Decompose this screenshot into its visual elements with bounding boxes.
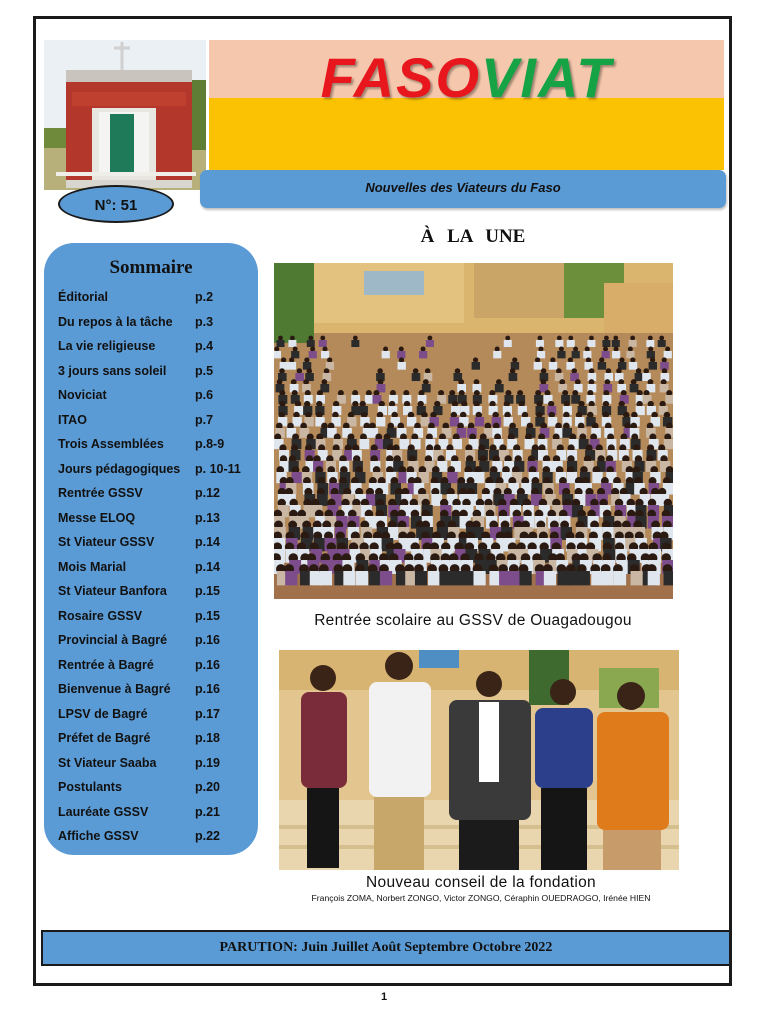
issue-number: N°: 51 xyxy=(58,185,174,223)
toc-item-page: p.15 xyxy=(195,584,221,598)
photo2-caption: Nouveau conseil de la fondation xyxy=(366,874,596,891)
magazine-logo xyxy=(209,42,724,114)
photo2-names: François ZOMA, Norbert ZONGO, Victor ZONGO, Céraphin OUEDRAOGO, Irénée HIEN xyxy=(311,893,651,903)
toc-item[interactable] xyxy=(58,558,253,583)
toc-item[interactable] xyxy=(58,337,253,362)
toc-item[interactable] xyxy=(58,386,253,411)
toc-item[interactable] xyxy=(58,460,253,485)
toc-item-page: p.19 xyxy=(195,755,221,770)
logo-faso: FASO xyxy=(320,46,482,109)
toc-item-title: Messe ELOQ xyxy=(58,510,136,525)
toc-item-title: Trois Assemblées xyxy=(58,437,164,451)
toc-item-page: p. 10-11 xyxy=(195,461,241,476)
toc-item-title: ITAO xyxy=(58,412,87,427)
toc-item-title: St Viateur Saaba xyxy=(58,755,157,770)
toc-item[interactable] xyxy=(58,509,253,534)
toc-item[interactable] xyxy=(58,435,253,460)
headline: À LA UNE xyxy=(420,226,526,247)
toc-item[interactable] xyxy=(58,411,253,436)
subtitle-bar xyxy=(200,170,726,208)
school-assembly-photo xyxy=(274,263,673,599)
toc-item-page: p.8-9 xyxy=(195,437,225,451)
toc-item[interactable] xyxy=(58,582,253,607)
toc-item-title: Du repos à la tâche xyxy=(58,314,173,329)
logo-viat: VIAT xyxy=(481,46,613,109)
toc-item-title: Mois Marial xyxy=(58,559,127,574)
toc-item-title: 3 jours sans soleil xyxy=(58,363,167,378)
toc-item-page: p.4 xyxy=(195,339,214,353)
toc-item[interactable] xyxy=(58,705,253,730)
toc-item[interactable] xyxy=(58,803,253,828)
toc-item-title: St Viateur Banfora xyxy=(58,584,167,598)
toc-item-page: p.7 xyxy=(195,412,214,427)
toc-item-page: p.15 xyxy=(195,608,221,623)
toc-item[interactable] xyxy=(58,729,253,754)
toc-item-title: St Viateur GSSV xyxy=(58,535,155,549)
toc-item-title: Rentrée GSSV xyxy=(58,486,143,500)
toc-item-title: LPSV de Bagré xyxy=(58,706,148,721)
toc-item-page: p.20 xyxy=(195,780,221,794)
toc-item-page: p.14 xyxy=(195,535,221,549)
toc-item[interactable] xyxy=(58,680,253,705)
toc-item[interactable] xyxy=(58,827,253,852)
magazine-subtitle: Nouvelles des Viateurs du Faso xyxy=(365,180,561,195)
toc-item-page: p.5 xyxy=(195,363,214,378)
toc-item[interactable] xyxy=(58,288,253,313)
toc-item[interactable] xyxy=(58,778,253,803)
toc-item[interactable] xyxy=(58,533,253,558)
toc-item[interactable] xyxy=(58,607,253,632)
toc-item[interactable] xyxy=(58,754,253,779)
council-group-photo xyxy=(279,650,679,870)
toc-item-page: p.3 xyxy=(195,314,214,329)
toc-item-title: Éditorial xyxy=(58,290,109,304)
parution-banner: PARUTION: Juin Juillet Août Septembre Octobre 2022 xyxy=(41,930,731,966)
toc-item-page: p.2 xyxy=(195,290,214,304)
toc-item-title: Lauréate GSSV xyxy=(58,804,149,819)
toc-item-page: p.21 xyxy=(195,804,221,819)
toc-item-page: p.17 xyxy=(195,706,221,721)
toc-item-page: p.22 xyxy=(195,829,221,843)
toc-item[interactable] xyxy=(58,631,253,656)
toc-item-title: Provincial à Bagré xyxy=(58,633,168,647)
toc-item-page: p.18 xyxy=(195,731,221,745)
toc-item-page: p.16 xyxy=(195,633,221,647)
toc-item-title: Rosaire GSSV xyxy=(58,608,143,623)
chapel-photo xyxy=(44,40,206,190)
toc-item-page: p.14 xyxy=(195,559,221,574)
toc-item-title: Noviciat xyxy=(58,388,107,402)
toc-list xyxy=(58,288,253,852)
table-of-contents xyxy=(44,243,258,855)
toc-item-page: p.16 xyxy=(195,682,221,696)
toc-item[interactable] xyxy=(58,313,253,338)
toc-title: Sommaire xyxy=(109,257,193,278)
toc-item[interactable] xyxy=(58,484,253,509)
toc-item-title: Préfet de Bagré xyxy=(58,731,151,745)
toc-item-title: Bienvenue à Bagré xyxy=(58,682,171,696)
toc-item-title: La vie religieuse xyxy=(58,339,156,353)
toc-item-title: Rentrée à Bagré xyxy=(58,657,154,672)
toc-item[interactable] xyxy=(58,656,253,681)
toc-item[interactable] xyxy=(58,362,253,387)
toc-item-page: p.6 xyxy=(195,388,214,402)
toc-item-title: Postulants xyxy=(58,780,122,794)
toc-item-page: p.16 xyxy=(195,657,221,672)
photo1-caption: Rentrée scolaire au GSSV de Ouagadougou xyxy=(314,612,632,629)
page-number: 1 xyxy=(380,991,388,1003)
toc-item-title: Affiche GSSV xyxy=(58,829,139,843)
toc-item-title: Jours pédagogiques xyxy=(58,461,181,476)
toc-item-page: p.12 xyxy=(195,486,221,500)
toc-item-page: p.13 xyxy=(195,510,221,525)
